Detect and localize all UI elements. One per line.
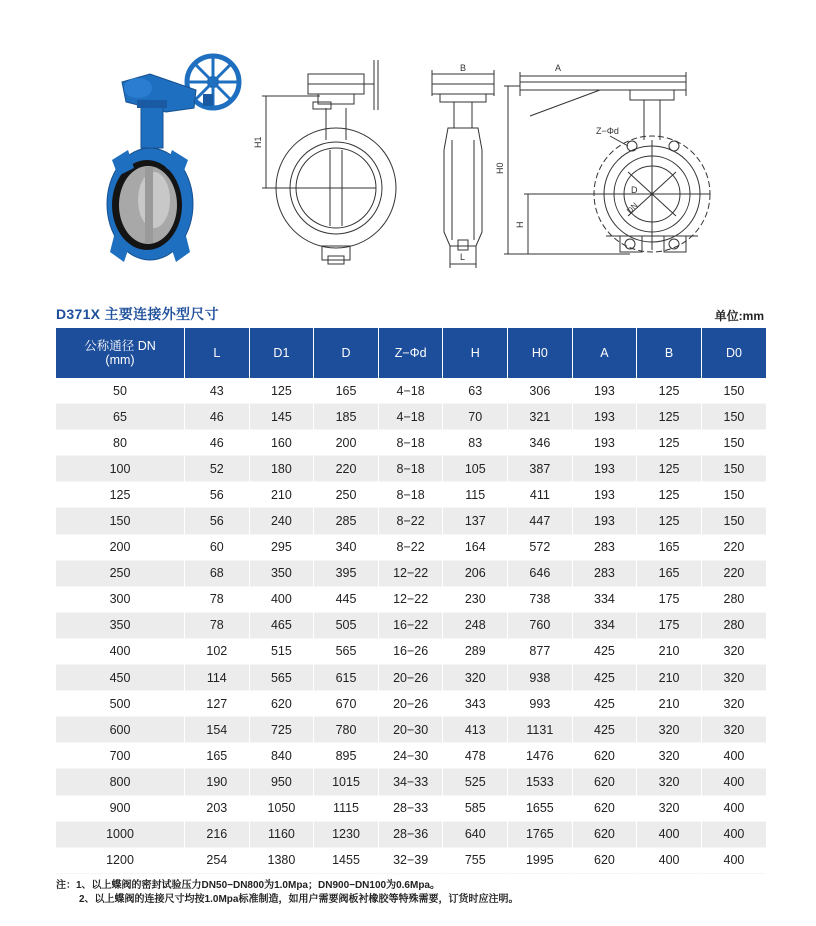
table-cell: 295 — [249, 534, 314, 560]
table-cell: 840 — [249, 743, 314, 769]
header-a: A — [572, 328, 637, 378]
table-cell: 12−22 — [378, 586, 443, 612]
table-cell: 320 — [637, 743, 702, 769]
table-cell: 425 — [572, 638, 637, 664]
table-cell: 125 — [637, 430, 702, 456]
note-line-2: 2、以上蝶阀的连接尺寸均按1.0Mpa标准制造，如用户需要阀板衬橡胶等特殊需要，订货时应注明。 — [79, 894, 519, 905]
table-cell: 615 — [314, 665, 379, 691]
dimension-table — [56, 328, 766, 874]
table-row — [56, 378, 766, 404]
table-cell: 20−26 — [378, 691, 443, 717]
table-cell: 165 — [185, 743, 250, 769]
table-cell: 1655 — [508, 795, 573, 821]
table-cell: 210 — [637, 691, 702, 717]
table-cell: 28−33 — [378, 795, 443, 821]
table-cell: 900 — [56, 795, 185, 821]
table-cell: 115 — [443, 482, 508, 508]
table-header-row — [56, 328, 766, 378]
table-cell: 20−26 — [378, 665, 443, 691]
header-d: D — [314, 328, 379, 378]
table-cell: 505 — [314, 612, 379, 638]
table-cell: 100 — [56, 456, 185, 482]
table-cell: 289 — [443, 638, 508, 664]
table-cell: 248 — [443, 612, 508, 638]
table-row — [56, 769, 766, 795]
table-cell: 1050 — [249, 795, 314, 821]
table-row — [56, 691, 766, 717]
table-cell: 28−36 — [378, 821, 443, 847]
table-cell: 80 — [56, 430, 185, 456]
note-line-1: 注：1、以上蝶阀的密封试验压力DN50−DN800为1.0Mpa；DN900−DN100为0.6Mpa。 — [56, 880, 440, 891]
table-cell: 425 — [572, 691, 637, 717]
table-cell: 193 — [572, 430, 637, 456]
table-cell: 895 — [314, 743, 379, 769]
table-cell: 620 — [572, 821, 637, 847]
table-cell: 725 — [249, 717, 314, 743]
table-cell: 755 — [443, 847, 508, 873]
table-cell: 46 — [185, 430, 250, 456]
header-z-phi-d: Z−Φd — [378, 328, 443, 378]
table-cell: 620 — [572, 795, 637, 821]
table-cell: 285 — [314, 508, 379, 534]
table-cell: 203 — [185, 795, 250, 821]
table-cell: 572 — [508, 534, 573, 560]
table-cell: 300 — [56, 586, 185, 612]
table-cell: 620 — [572, 847, 637, 873]
table-cell: 150 — [701, 456, 766, 482]
table-cell: 425 — [572, 665, 637, 691]
table-cell: 320 — [637, 769, 702, 795]
table-cell: 600 — [56, 717, 185, 743]
table-cell: 425 — [572, 717, 637, 743]
table-row — [56, 638, 766, 664]
table-cell: 8−22 — [378, 534, 443, 560]
table-cell: 16−22 — [378, 612, 443, 638]
header-dn-line1: 公称通径 DN — [84, 339, 156, 353]
table-cell: 640 — [443, 821, 508, 847]
table-row — [56, 534, 766, 560]
table-cell: 700 — [56, 743, 185, 769]
table-cell: 50 — [56, 378, 185, 404]
table-cell: 12−22 — [378, 560, 443, 586]
table-cell: 500 — [56, 691, 185, 717]
table-cell: 125 — [637, 404, 702, 430]
table-cell: 620 — [572, 769, 637, 795]
table-cell: 137 — [443, 508, 508, 534]
header-h0: H0 — [508, 328, 573, 378]
table-cell: 1533 — [508, 769, 573, 795]
table-cell: 395 — [314, 560, 379, 586]
dim-l-label: L — [460, 252, 466, 262]
table-cell: 413 — [443, 717, 508, 743]
table-row — [56, 612, 766, 638]
table-cell: 585 — [443, 795, 508, 821]
table-cell: 254 — [185, 847, 250, 873]
table-cell: 280 — [701, 612, 766, 638]
table-cell: 1015 — [314, 769, 379, 795]
table-cell: 320 — [443, 665, 508, 691]
header-dn — [56, 328, 185, 378]
table-cell: 283 — [572, 560, 637, 586]
table-cell: 515 — [249, 638, 314, 664]
table-cell: 150 — [701, 378, 766, 404]
table-cell: 165 — [637, 534, 702, 560]
unit-label: 单位:mm — [714, 309, 764, 323]
table-cell: 320 — [637, 795, 702, 821]
table-cell: 411 — [508, 482, 573, 508]
table-cell: 125 — [56, 482, 185, 508]
table-cell: 1131 — [508, 717, 573, 743]
table-row — [56, 508, 766, 534]
header-d1: D1 — [249, 328, 314, 378]
table-cell: 950 — [249, 769, 314, 795]
table-cell: 125 — [637, 508, 702, 534]
header-dn-line2: (mm) — [105, 353, 135, 367]
table-cell: 8−18 — [378, 482, 443, 508]
table-cell: 68 — [185, 560, 250, 586]
table-cell: 127 — [185, 691, 250, 717]
table-cell: 445 — [314, 586, 379, 612]
table-cell: 620 — [572, 743, 637, 769]
table-cell: 165 — [314, 378, 379, 404]
table-cell: 250 — [56, 560, 185, 586]
dim-dn-label: DN — [625, 200, 640, 216]
dim-a-label: A — [555, 63, 562, 73]
table-cell: 193 — [572, 456, 637, 482]
table-body — [56, 378, 766, 873]
table-cell: 70 — [443, 404, 508, 430]
table-row — [56, 717, 766, 743]
table-title: D371X 主要连接外型尺寸 — [56, 306, 219, 322]
table-cell: 78 — [185, 612, 250, 638]
table-cell: 800 — [56, 769, 185, 795]
table-cell: 210 — [637, 638, 702, 664]
table-cell: 1230 — [314, 821, 379, 847]
table-cell: 43 — [185, 378, 250, 404]
table-cell: 938 — [508, 665, 573, 691]
table-cell: 346 — [508, 430, 573, 456]
table-cell: 1765 — [508, 821, 573, 847]
table-cell: 220 — [701, 560, 766, 586]
table-row — [56, 430, 766, 456]
table-row — [56, 743, 766, 769]
table-cell: 4−18 — [378, 378, 443, 404]
table-cell: 145 — [249, 404, 314, 430]
table-cell: 46 — [185, 404, 250, 430]
table-cell: 343 — [443, 691, 508, 717]
table-row — [56, 456, 766, 482]
table-cell: 465 — [249, 612, 314, 638]
table-cell: 164 — [443, 534, 508, 560]
table-cell: 16−26 — [378, 638, 443, 664]
dim-b-label: B — [460, 63, 467, 73]
table-row — [56, 586, 766, 612]
table-cell: 350 — [249, 560, 314, 586]
table-cell: 320 — [701, 665, 766, 691]
table-cell: 160 — [249, 430, 314, 456]
table-cell: 125 — [637, 482, 702, 508]
table-cell: 780 — [314, 717, 379, 743]
flange-view-drawing — [504, 72, 710, 254]
table-cell: 216 — [185, 821, 250, 847]
table-cell: 250 — [314, 482, 379, 508]
table-cell: 280 — [701, 586, 766, 612]
table-cell: 400 — [701, 821, 766, 847]
table-cell: 4−18 — [378, 404, 443, 430]
table-cell: 1200 — [56, 847, 185, 873]
table-cell: 320 — [637, 717, 702, 743]
table-cell: 180 — [249, 456, 314, 482]
table-cell: 83 — [443, 430, 508, 456]
table-cell: 1455 — [314, 847, 379, 873]
table-cell: 150 — [701, 508, 766, 534]
table-cell: 56 — [185, 508, 250, 534]
dim-h1-label: H1 — [253, 136, 263, 148]
table-cell: 125 — [249, 378, 314, 404]
table-cell: 175 — [637, 586, 702, 612]
table-cell: 320 — [701, 638, 766, 664]
table-cell: 105 — [443, 456, 508, 482]
table-cell: 646 — [508, 560, 573, 586]
table-cell: 334 — [572, 586, 637, 612]
table-cell: 65 — [56, 404, 185, 430]
table-cell: 8−18 — [378, 456, 443, 482]
table-cell: 565 — [249, 665, 314, 691]
table-cell: 165 — [637, 560, 702, 586]
table-cell: 350 — [56, 612, 185, 638]
table-cell: 125 — [637, 378, 702, 404]
table-cell: 283 — [572, 534, 637, 560]
table-cell: 200 — [314, 430, 379, 456]
table-cell: 447 — [508, 508, 573, 534]
table-cell: 620 — [249, 691, 314, 717]
table-cell: 340 — [314, 534, 379, 560]
table-cell: 1160 — [249, 821, 314, 847]
table-cell: 210 — [249, 482, 314, 508]
table-cell: 525 — [443, 769, 508, 795]
table-cell: 63 — [443, 378, 508, 404]
table-cell: 400 — [701, 769, 766, 795]
table-cell: 210 — [637, 665, 702, 691]
valve-photo — [107, 56, 239, 262]
table-cell: 150 — [701, 482, 766, 508]
table-cell: 400 — [249, 586, 314, 612]
table-cell: 200 — [56, 534, 185, 560]
table-cell: 32−39 — [378, 847, 443, 873]
table-cell: 60 — [185, 534, 250, 560]
table-cell: 34−33 — [378, 769, 443, 795]
table-cell: 125 — [637, 456, 702, 482]
table-cell: 400 — [637, 821, 702, 847]
header-l: L — [185, 328, 250, 378]
table-row — [56, 795, 766, 821]
table-row — [56, 482, 766, 508]
table-cell: 320 — [701, 691, 766, 717]
table-cell: 78 — [185, 586, 250, 612]
table-cell: 230 — [443, 586, 508, 612]
table-cell: 400 — [56, 638, 185, 664]
table-cell: 220 — [701, 534, 766, 560]
table-row — [56, 560, 766, 586]
table-cell: 1115 — [314, 795, 379, 821]
table-cell: 1000 — [56, 821, 185, 847]
table-cell: 334 — [572, 612, 637, 638]
side-view-drawing — [432, 70, 494, 268]
table-cell: 114 — [185, 665, 250, 691]
table-cell: 565 — [314, 638, 379, 664]
table-cell: 1995 — [508, 847, 573, 873]
table-cell: 1476 — [508, 743, 573, 769]
dim-zd-label: Z−Φd — [596, 126, 619, 136]
table-cell: 8−18 — [378, 430, 443, 456]
table-cell: 400 — [637, 847, 702, 873]
dim-h0-label: H0 — [495, 162, 505, 174]
table-cell: 400 — [701, 743, 766, 769]
table-cell: 52 — [185, 456, 250, 482]
table-cell: 877 — [508, 638, 573, 664]
dim-d-label: D — [631, 185, 638, 195]
table-cell: 150 — [56, 508, 185, 534]
table-row — [56, 665, 766, 691]
table-cell: 193 — [572, 378, 637, 404]
notes — [56, 879, 518, 907]
table-cell: 400 — [701, 795, 766, 821]
table-cell: 240 — [249, 508, 314, 534]
table-cell: 206 — [443, 560, 508, 586]
table-cell: 993 — [508, 691, 573, 717]
table-cell: 154 — [185, 717, 250, 743]
table-cell: 321 — [508, 404, 573, 430]
table-cell: 400 — [701, 847, 766, 873]
table-cell: 387 — [508, 456, 573, 482]
table-cell: 670 — [314, 691, 379, 717]
table-cell: 738 — [508, 586, 573, 612]
dim-h-label: H — [515, 221, 525, 228]
table-row — [56, 404, 766, 430]
table-cell: 150 — [701, 404, 766, 430]
table-cell: 20−30 — [378, 717, 443, 743]
header-h: H — [443, 328, 508, 378]
header-d0: D0 — [701, 328, 766, 378]
table-cell: 193 — [572, 508, 637, 534]
table-cell: 320 — [701, 717, 766, 743]
table-cell: 175 — [637, 612, 702, 638]
product-figures — [0, 0, 816, 290]
front-view-drawing — [262, 60, 396, 264]
table-cell: 1380 — [249, 847, 314, 873]
header-b: B — [637, 328, 702, 378]
table-cell: 56 — [185, 482, 250, 508]
table-cell: 190 — [185, 769, 250, 795]
table-cell: 193 — [572, 404, 637, 430]
table-row — [56, 847, 766, 873]
table-cell: 8−22 — [378, 508, 443, 534]
table-cell: 185 — [314, 404, 379, 430]
table-cell: 193 — [572, 482, 637, 508]
table-cell: 760 — [508, 612, 573, 638]
table-cell: 478 — [443, 743, 508, 769]
table-cell: 306 — [508, 378, 573, 404]
table-cell: 450 — [56, 665, 185, 691]
table-row — [56, 821, 766, 847]
table-cell: 220 — [314, 456, 379, 482]
table-cell: 150 — [701, 430, 766, 456]
table-cell: 102 — [185, 638, 250, 664]
table-cell: 24−30 — [378, 743, 443, 769]
